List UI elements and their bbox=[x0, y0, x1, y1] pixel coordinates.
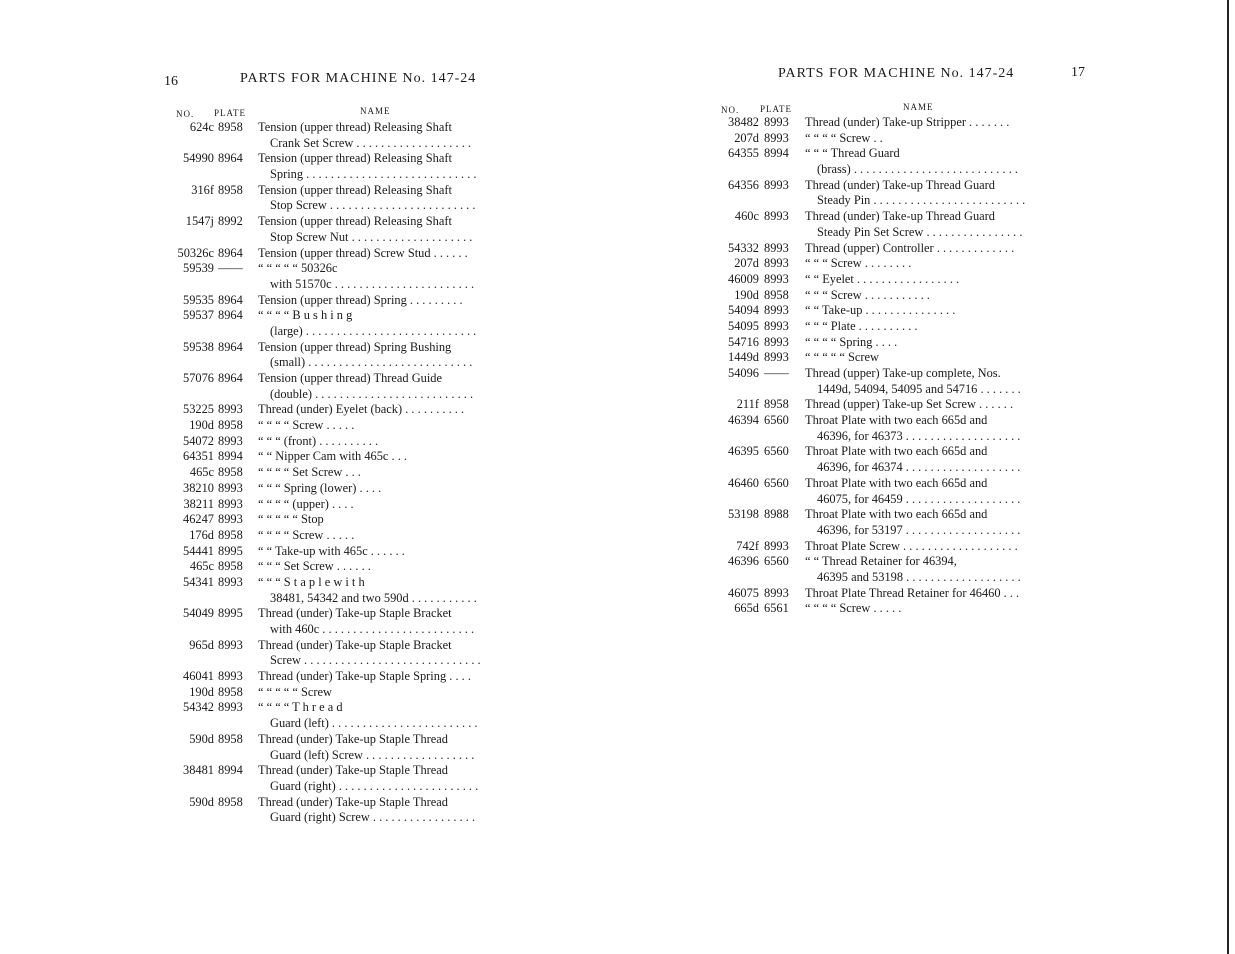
parts-list-row bbox=[172, 481, 504, 497]
parts-list-row bbox=[172, 638, 504, 654]
right-page-number: 17 bbox=[1071, 65, 1085, 80]
parts-list-row bbox=[172, 198, 504, 214]
plate-number: 8993 bbox=[764, 177, 789, 192]
part-number: 59539 bbox=[183, 261, 214, 276]
part-name: (double) . . . . . . . . . . . . . . . . . . . . . . . . . . bbox=[270, 386, 474, 401]
part-number: 460c bbox=[734, 209, 759, 224]
plate-number: 8993 bbox=[764, 130, 789, 145]
parts-list-row bbox=[172, 449, 504, 465]
plate-number: 8993 bbox=[218, 700, 243, 715]
parts-list-row bbox=[172, 465, 504, 481]
part-name: Throat Plate with two each 665d and bbox=[805, 413, 988, 428]
parts-list-row bbox=[172, 183, 504, 199]
plate-number: 8964 bbox=[218, 371, 243, 385]
part-name: “ “ Eyelet . . . . . . . . . . . . . . . . . bbox=[805, 271, 960, 286]
part-number: 46394 bbox=[728, 413, 759, 428]
parts-list-row bbox=[717, 601, 1051, 617]
part-name: Thread (under) Take-up Staple Bracket bbox=[258, 637, 452, 652]
part-name: Thread (under) Take-up Staple Thread bbox=[258, 794, 448, 809]
plate-number: —— bbox=[218, 261, 243, 276]
parts-list-row bbox=[172, 575, 504, 591]
part-name: “ “ “ “ Screw . . . . . bbox=[258, 418, 355, 433]
part-name: Throat Plate Screw . . . . . . . . . . . . . . . . . . . bbox=[805, 538, 1018, 553]
part-number: 54716 bbox=[728, 334, 759, 349]
part-name: “ “ “ Spring (lower) . . . . bbox=[258, 480, 382, 495]
parts-list-row bbox=[172, 685, 504, 701]
part-number: 57076 bbox=[183, 371, 214, 385]
part-number: 46395 bbox=[728, 444, 759, 459]
part-number: 54094 bbox=[728, 303, 759, 318]
part-name: Tension (upper thread) Spring Bushing bbox=[258, 339, 452, 354]
plate-number: 6561 bbox=[764, 601, 789, 616]
plate-number: 8993 bbox=[764, 585, 789, 600]
plate-number: 8993 bbox=[218, 433, 243, 448]
part-name: Thread (upper) Controller . . . . . . . . . . . . . bbox=[805, 240, 1015, 255]
parts-list-row bbox=[172, 653, 504, 669]
part-name: Throat Plate Thread Retainer for 46460 . . . bbox=[805, 585, 1020, 600]
part-number: 465c bbox=[189, 559, 214, 574]
parts-list-row bbox=[172, 434, 504, 450]
part-name: Tension (upper thread) Releasing Shaft bbox=[258, 182, 452, 197]
part-name: with 51570c . . . . . . . . . . . . . . . . . . . . . . . bbox=[270, 276, 475, 291]
part-number: 46396 bbox=[728, 554, 759, 569]
part-name: Spring . . . . . . . . . . . . . . . . . . . . . . . . . . . . bbox=[270, 167, 477, 182]
parts-list-row bbox=[172, 810, 504, 826]
plate-number: 8995 bbox=[218, 543, 243, 558]
part-number: 176d bbox=[189, 527, 214, 542]
parts-list-row bbox=[717, 444, 1051, 460]
part-name: “ “ “ Screw . . . . . . . . . . . bbox=[805, 287, 930, 302]
parts-list-row bbox=[717, 288, 1051, 304]
plate-number: 8993 bbox=[218, 402, 243, 417]
part-number: 54342 bbox=[183, 700, 214, 715]
part-name: “ “ “ Plate . . . . . . . . . . bbox=[805, 318, 918, 333]
part-name: Stop Screw Nut . . . . . . . . . . . . . . . . . . . . bbox=[270, 229, 473, 244]
part-number: 46460 bbox=[728, 475, 759, 490]
plate-number: —— bbox=[764, 366, 789, 380]
plate-number: 6560 bbox=[764, 413, 789, 428]
parts-list-row bbox=[717, 586, 1051, 602]
parts-list-row bbox=[717, 476, 1051, 492]
part-number: 64355 bbox=[728, 146, 759, 161]
parts-list-row bbox=[172, 748, 504, 764]
parts-list-row bbox=[172, 136, 504, 152]
part-name: Throat Plate with two each 665d and bbox=[805, 507, 988, 522]
part-number: 207d bbox=[734, 130, 759, 145]
part-number: 38482 bbox=[728, 115, 759, 129]
plate-number: 8958 bbox=[218, 527, 243, 542]
part-number: 54990 bbox=[183, 151, 214, 166]
plate-number: 6560 bbox=[764, 554, 789, 569]
parts-list-row bbox=[172, 763, 504, 779]
part-name: “ “ “ “ “ Stop bbox=[258, 512, 324, 527]
part-name: with 460c . . . . . . . . . . . . . . . . . . . . . . . . . bbox=[270, 622, 475, 636]
plate-number: 8958 bbox=[218, 182, 243, 197]
part-name: Thread (under) Take-up Stripper . . . . . . . bbox=[805, 115, 1010, 129]
plate-number: 8964 bbox=[218, 308, 243, 323]
parts-list-row bbox=[172, 528, 504, 544]
part-name: Throat Plate with two each 665d and bbox=[805, 475, 988, 490]
plate-number: 8993 bbox=[764, 318, 789, 333]
plate-number: 8964 bbox=[218, 245, 243, 260]
plate-number: 8994 bbox=[218, 763, 243, 778]
parts-list-row bbox=[172, 418, 504, 434]
plate-number: 8958 bbox=[218, 120, 243, 134]
parts-list-row bbox=[172, 497, 504, 513]
part-number: 207d bbox=[734, 256, 759, 271]
part-number: 316f bbox=[191, 182, 214, 197]
parts-list-row bbox=[172, 700, 504, 716]
part-name: “ “ “ “ Screw . . bbox=[805, 130, 883, 145]
part-name: Thread (under) Eyelet (back) . . . . . . . . . . bbox=[258, 402, 465, 417]
part-name: Tension (upper thread) Releasing Shaft bbox=[258, 151, 452, 166]
part-number: 590d bbox=[189, 731, 214, 746]
parts-list-row bbox=[172, 120, 504, 136]
parts-list-row bbox=[717, 554, 1051, 570]
plate-number: 8994 bbox=[764, 146, 789, 161]
part-name: Thread (under) Take-up Staple Thread bbox=[258, 731, 448, 746]
part-name: “ “ “ “ Screw . . . . . bbox=[805, 601, 902, 616]
plate-number: 8994 bbox=[218, 449, 243, 464]
parts-list-row bbox=[172, 591, 504, 607]
part-number: 665d bbox=[734, 601, 759, 616]
part-name: Guard (right) . . . . . . . . . . . . . . . . . . . . . . . bbox=[270, 778, 479, 793]
part-name: Thread (under) Take-up Staple Spring . . . . bbox=[258, 669, 471, 684]
part-number: 38210 bbox=[183, 480, 214, 495]
part-name: Thread (under) Take-up Staple Bracket bbox=[258, 606, 452, 621]
parts-list-row bbox=[717, 413, 1051, 429]
plate-number: 8993 bbox=[764, 256, 789, 271]
part-name: 46396, for 46374 . . . . . . . . . . . . . . . . . . . bbox=[817, 460, 1021, 475]
part-name: Tension (upper thread) Releasing Shaft bbox=[258, 214, 452, 229]
part-number: 59535 bbox=[183, 292, 214, 307]
plate-number: 8993 bbox=[218, 637, 243, 652]
part-number: 54072 bbox=[183, 433, 214, 448]
part-number: 465c bbox=[189, 465, 214, 480]
plate-number: 8993 bbox=[764, 350, 789, 365]
part-name: “ “ “ “ “ 50326c bbox=[258, 261, 338, 276]
plate-number: 8993 bbox=[764, 115, 789, 129]
part-name: Guard (left) Screw . . . . . . . . . . . . . . . . . . bbox=[270, 747, 475, 762]
part-name: “ “ “ (front) . . . . . . . . . . bbox=[258, 433, 379, 448]
parts-list-row bbox=[172, 340, 504, 356]
part-name: Guard (left) . . . . . . . . . . . . . . . . . . . . . . . . bbox=[270, 716, 478, 731]
part-name: “ “ Take-up with 465c . . . . . . bbox=[258, 543, 405, 558]
parts-list-row bbox=[172, 308, 504, 324]
parts-list-row bbox=[172, 716, 504, 732]
plate-number: 8964 bbox=[218, 292, 243, 307]
parts-list-row bbox=[172, 779, 504, 795]
left-parts-list bbox=[172, 120, 504, 826]
part-name: “ “ “ “ Set Screw . . . bbox=[258, 465, 361, 480]
parts-list-row bbox=[172, 732, 504, 748]
part-name: Thread (under) Take-up Thread Guard bbox=[805, 177, 995, 192]
plate-number: 8993 bbox=[218, 512, 243, 527]
part-name: Tension (upper thread) Screw Stud . . . . . . bbox=[258, 245, 468, 260]
parts-list-row bbox=[717, 131, 1051, 147]
parts-list-row bbox=[717, 397, 1051, 413]
parts-list-row bbox=[172, 606, 504, 622]
part-name: Tension (upper thread) Spring . . . . . . . . . bbox=[258, 292, 463, 307]
part-name: “ “ Thread Retainer for 46394, bbox=[805, 554, 957, 569]
part-name: Thread (upper) Take-up complete, Nos. bbox=[805, 366, 1001, 380]
part-number: 46247 bbox=[183, 512, 214, 527]
parts-list-row bbox=[717, 382, 1051, 398]
parts-list-row bbox=[717, 523, 1051, 539]
parts-list-row bbox=[172, 167, 504, 183]
plate-number: 8958 bbox=[218, 559, 243, 574]
parts-list-row bbox=[172, 402, 504, 418]
part-name: 38481, 54342 and two 590d . . . . . . . . . . . bbox=[270, 590, 477, 605]
part-name: Crank Set Screw . . . . . . . . . . . . . . . . . . . bbox=[270, 135, 471, 150]
parts-list-row bbox=[172, 387, 504, 403]
parts-list-row bbox=[717, 350, 1051, 366]
part-name: Throat Plate with two each 665d and bbox=[805, 444, 988, 459]
part-name: “ “ “ “ “ Screw bbox=[258, 684, 332, 699]
parts-list-row bbox=[717, 241, 1051, 257]
part-name: 46396, for 46373 . . . . . . . . . . . . . . . . . . . bbox=[817, 428, 1021, 443]
plate-number: 8993 bbox=[764, 538, 789, 553]
plate-number: 8958 bbox=[218, 684, 243, 699]
parts-list-row bbox=[717, 429, 1051, 445]
parts-list-row bbox=[172, 622, 504, 638]
plate-number: 6560 bbox=[764, 444, 789, 459]
part-number: 190d bbox=[189, 418, 214, 433]
plate-number: 8964 bbox=[218, 339, 243, 354]
part-number: 46009 bbox=[728, 271, 759, 286]
parts-list-row bbox=[172, 230, 504, 246]
part-name: 1449d, 54094, 54095 and 54716 . . . . . . . bbox=[817, 381, 1021, 396]
right-col-name-heading: NAME bbox=[903, 102, 934, 112]
part-name: “ “ “ “ (upper) . . . . bbox=[258, 496, 354, 511]
plate-number: 8964 bbox=[218, 151, 243, 166]
plate-number: 8993 bbox=[218, 480, 243, 495]
parts-list-row bbox=[717, 272, 1051, 288]
part-name: “ “ “ “ Screw . . . . . bbox=[258, 527, 355, 542]
plate-number: 8958 bbox=[764, 397, 789, 412]
plate-number: 6560 bbox=[764, 475, 789, 490]
part-number: 54095 bbox=[728, 318, 759, 333]
part-number: 190d bbox=[189, 684, 214, 699]
parts-list-row bbox=[717, 507, 1051, 523]
plate-number: 8995 bbox=[218, 606, 243, 621]
part-number: 211f bbox=[736, 397, 759, 412]
plate-number: 8993 bbox=[218, 669, 243, 684]
parts-list-row bbox=[717, 178, 1051, 194]
parts-list-row bbox=[717, 225, 1051, 241]
parts-list-row bbox=[172, 261, 504, 277]
part-name: “ “ “ “ “ Screw bbox=[805, 350, 879, 365]
plate-number: 8993 bbox=[218, 496, 243, 511]
part-number: 190d bbox=[734, 287, 759, 302]
parts-list-row bbox=[172, 151, 504, 167]
parts-list-row bbox=[717, 146, 1051, 162]
left-col-plate-heading: PLATE bbox=[214, 108, 246, 118]
part-number: 46041 bbox=[183, 669, 214, 684]
part-name: “ “ “ Set Screw . . . . . . bbox=[258, 559, 371, 574]
plate-number: 8958 bbox=[218, 418, 243, 433]
part-name: 46396, for 53197 . . . . . . . . . . . . . . . . . . . bbox=[817, 522, 1021, 537]
plate-number: 8958 bbox=[218, 731, 243, 746]
part-number: 53198 bbox=[728, 507, 759, 522]
left-col-no-heading: NO. bbox=[176, 109, 195, 119]
part-name: “ “ “ “ Spring . . . . bbox=[805, 334, 898, 349]
part-number: 965d bbox=[189, 637, 214, 652]
plate-number: 8993 bbox=[764, 303, 789, 318]
parts-list-row bbox=[717, 492, 1051, 508]
plate-number: 8993 bbox=[764, 271, 789, 286]
plate-number: 8988 bbox=[764, 507, 789, 522]
plate-number: 8993 bbox=[764, 240, 789, 255]
part-number: 624c bbox=[189, 120, 214, 134]
left-page-header: PARTS FOR MACHINE No. 147-24 bbox=[240, 71, 477, 86]
parts-list-row bbox=[172, 669, 504, 685]
part-name: “ “ “ “ B u s h i n g bbox=[258, 308, 353, 323]
plate-number: 8992 bbox=[218, 214, 243, 229]
part-number: 38481 bbox=[183, 763, 214, 778]
part-name: Guard (right) Screw . . . . . . . . . . . . . . . . . bbox=[270, 810, 476, 825]
part-name: “ “ “ “ T h r e a d bbox=[258, 700, 343, 715]
page-edge bbox=[1227, 0, 1229, 954]
parts-list-row bbox=[717, 209, 1051, 225]
part-name: “ “ Nipper Cam with 465c . . . bbox=[258, 449, 407, 464]
parts-list-row bbox=[172, 246, 504, 262]
part-name: Screw . . . . . . . . . . . . . . . . . . . . . . . . . . . . . bbox=[270, 653, 481, 668]
part-name: (large) . . . . . . . . . . . . . . . . . . . . . . . . . . . . bbox=[270, 323, 477, 338]
parts-list-row bbox=[717, 162, 1051, 178]
part-name: Steady Pin . . . . . . . . . . . . . . . . . . . . . . . . . bbox=[817, 193, 1026, 208]
part-number: 54049 bbox=[183, 606, 214, 621]
part-name: 46075, for 46459 . . . . . . . . . . . . . . . . . . . bbox=[817, 491, 1021, 506]
part-number: 46075 bbox=[728, 585, 759, 600]
part-name: Thread (under) Take-up Thread Guard bbox=[805, 209, 995, 224]
part-number: 54096 bbox=[728, 366, 759, 380]
part-number: 54332 bbox=[728, 240, 759, 255]
right-parts-list bbox=[717, 115, 1051, 617]
part-number: 54341 bbox=[183, 574, 214, 589]
part-number: 742f bbox=[736, 538, 759, 553]
parts-list-row bbox=[172, 544, 504, 560]
parts-list-row bbox=[717, 193, 1051, 209]
part-number: 59538 bbox=[183, 339, 214, 354]
parts-list-row bbox=[172, 293, 504, 309]
plate-number: 8958 bbox=[218, 794, 243, 809]
part-number: 64351 bbox=[183, 449, 214, 464]
parts-list-row bbox=[717, 303, 1051, 319]
parts-list-row bbox=[172, 795, 504, 811]
right-page-header: PARTS FOR MACHINE No. 147-24 bbox=[778, 66, 1015, 81]
plate-number: 8958 bbox=[218, 465, 243, 480]
parts-list-row bbox=[172, 324, 504, 340]
parts-list-row bbox=[172, 355, 504, 371]
parts-list-row bbox=[717, 319, 1051, 335]
part-number: 64356 bbox=[728, 177, 759, 192]
part-name: Tension (upper thread) Releasing Shaft bbox=[258, 120, 452, 134]
part-name: (brass) . . . . . . . . . . . . . . . . . . . . . . . . . . . bbox=[817, 162, 1018, 177]
part-number: 54441 bbox=[183, 543, 214, 558]
part-name: Thread (under) Take-up Staple Thread bbox=[258, 763, 448, 778]
plate-number: 8993 bbox=[764, 334, 789, 349]
parts-list-row bbox=[717, 570, 1051, 586]
plate-number: 8958 bbox=[764, 287, 789, 302]
part-name: Tension (upper thread) Thread Guide bbox=[258, 371, 443, 385]
parts-list-row bbox=[717, 256, 1051, 272]
part-number: 50326c bbox=[177, 245, 214, 260]
parts-list-row bbox=[172, 277, 504, 293]
part-number: 59537 bbox=[183, 308, 214, 323]
plate-number: 8993 bbox=[218, 574, 243, 589]
part-name: Steady Pin Set Screw . . . . . . . . . . . . . . . . bbox=[817, 224, 1023, 239]
part-name: “ “ Take-up . . . . . . . . . . . . . . . bbox=[805, 303, 956, 318]
part-number: 1449d bbox=[728, 350, 759, 365]
parts-list-row bbox=[172, 512, 504, 528]
part-number: 38211 bbox=[183, 496, 214, 511]
part-name: (small) . . . . . . . . . . . . . . . . . . . . . . . . . . . bbox=[270, 355, 473, 370]
parts-list-row bbox=[717, 366, 1051, 382]
part-name: “ “ “ Screw . . . . . . . . bbox=[805, 256, 912, 271]
parts-list-row bbox=[717, 539, 1051, 555]
part-name: 46395 and 53198 . . . . . . . . . . . . . . . . . . . bbox=[817, 569, 1021, 584]
parts-list-row bbox=[717, 115, 1051, 131]
part-name: “ “ “ S t a p l e w i t h bbox=[258, 574, 365, 589]
parts-list-row bbox=[717, 460, 1051, 476]
right-col-no-heading: NO. bbox=[721, 105, 740, 115]
right-col-plate-heading: PLATE bbox=[760, 104, 792, 114]
part-number: 590d bbox=[189, 794, 214, 809]
parts-list-row bbox=[172, 214, 504, 230]
plate-number: 8993 bbox=[764, 209, 789, 224]
left-page-number: 16 bbox=[164, 74, 178, 89]
part-number: 1547j bbox=[185, 214, 214, 229]
parts-list-row bbox=[172, 559, 504, 575]
part-number: 53225 bbox=[183, 402, 214, 417]
part-name: “ “ “ Thread Guard bbox=[805, 146, 900, 161]
parts-list-row bbox=[172, 371, 504, 387]
part-name: Stop Screw . . . . . . . . . . . . . . . . . . . . . . . . bbox=[270, 198, 476, 213]
part-name: Thread (upper) Take-up Set Screw . . . . . . bbox=[805, 397, 1014, 412]
left-col-name-heading: NAME bbox=[360, 106, 391, 116]
parts-list-row bbox=[717, 335, 1051, 351]
